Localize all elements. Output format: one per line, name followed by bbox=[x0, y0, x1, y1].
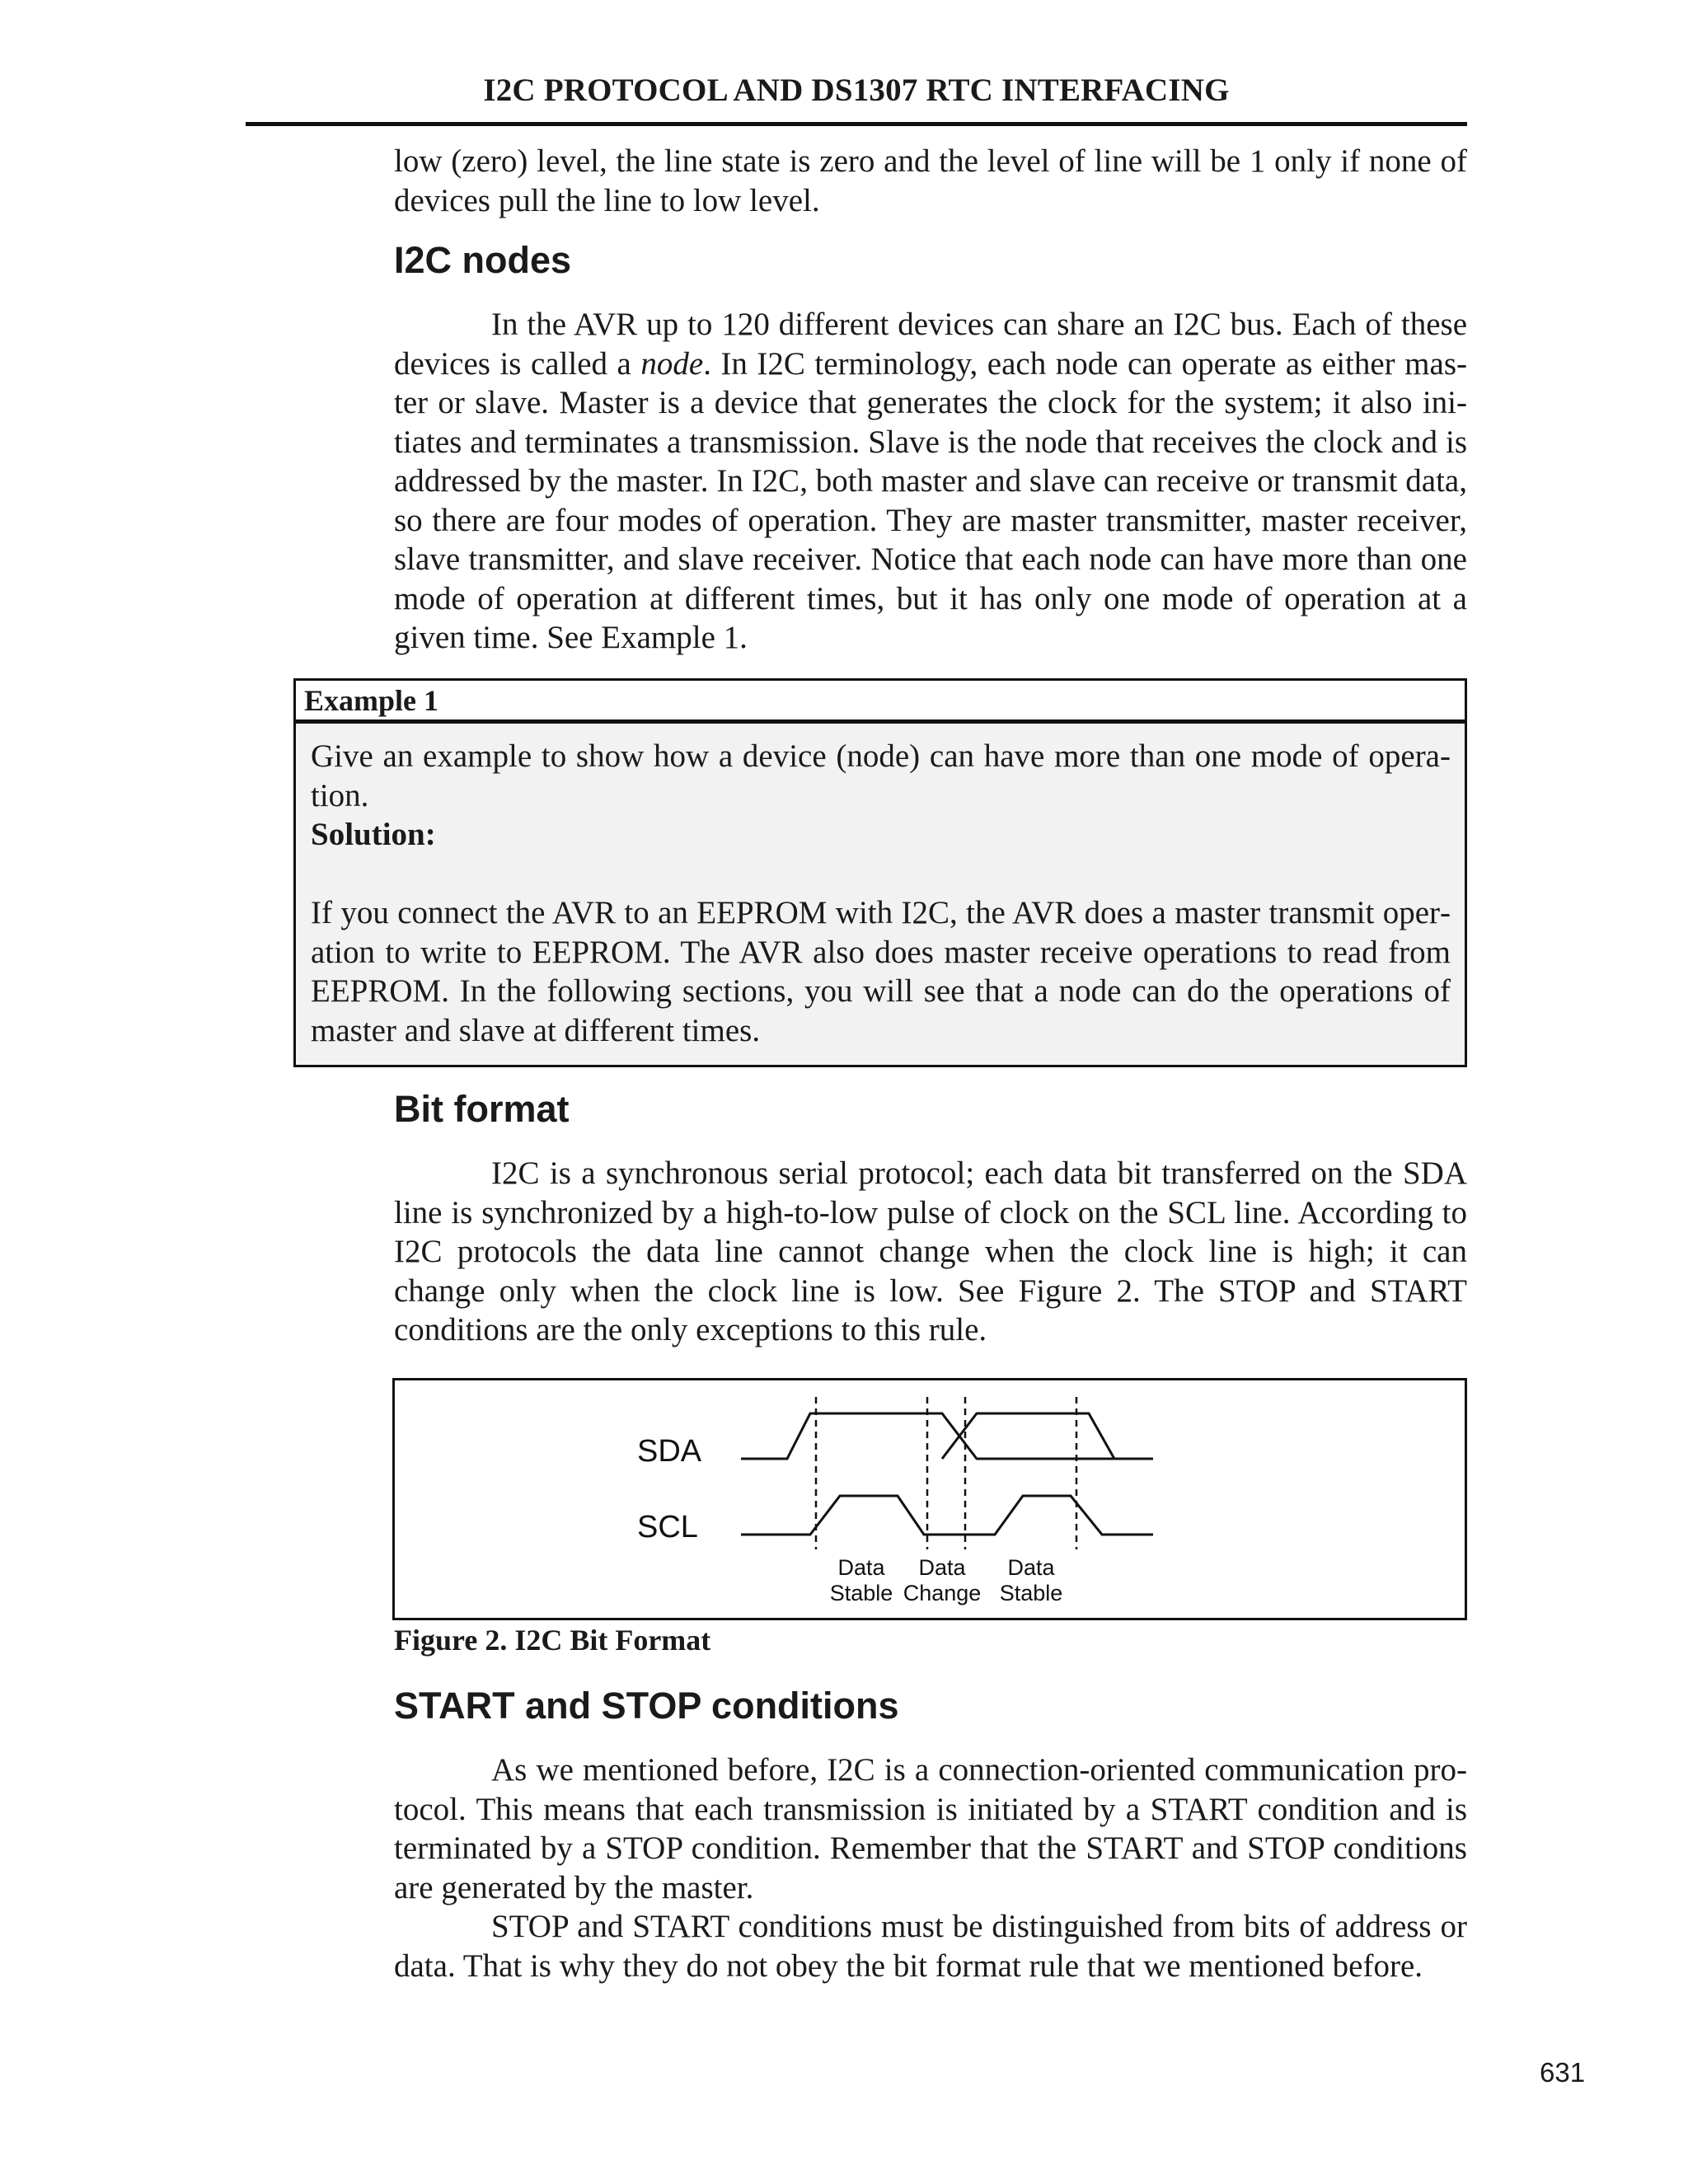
region-3-label-line1: Data bbox=[1007, 1555, 1055, 1580]
intro-paragraph: low (zero) level, the line state is zero and the level of line will be 1 only if none of devices pull the line to low level. bbox=[394, 143, 1467, 218]
page-number: 631 bbox=[1540, 2057, 1586, 2088]
region-1-label-line1: Data bbox=[837, 1555, 885, 1580]
start-stop-paragraph-1: As we mentioned before, I2C is a connection-oriented communication protocol. This means that each transmission is initiated by a START condition and is terminated by a STOP condition. Remember that the START and STOP conditions are generated by the master. bbox=[394, 1752, 1467, 1905]
region-1-label-line2: Stable bbox=[829, 1581, 893, 1605]
i2c-nodes-paragraph bbox=[394, 305, 1467, 658]
node-term: node bbox=[640, 345, 704, 382]
running-header: I2C PROTOCOL AND DS1307 RTC INTERFACING bbox=[483, 73, 1230, 108]
section-heading-start-stop: START and STOP conditions bbox=[394, 1685, 899, 1727]
example-box bbox=[293, 678, 1467, 1067]
example-solution-label: Solution: bbox=[311, 817, 436, 852]
region-2-label-line2: Change bbox=[903, 1581, 982, 1605]
header-rule bbox=[246, 122, 1467, 126]
figure-bit-format bbox=[392, 1378, 1467, 1620]
i2c-nodes-text-rest: . In I2C terminology, each node can operate as either master or slave. Master is a device that generates the clock for the system; it also initiates and terminates a transmission. Slave is the node that receives the clock and is addressed by the master. In I2C, both master and slave can receive or transmit data, so there are four modes of operation. They are master transmitter, master receiver, slave transmitter, and slave receiver. Notice that each node can have more than one mode of operation at different times, but it has only one mode of operation at a given time. See Example 1. bbox=[394, 345, 1467, 655]
example-question: Give an example to show how a device (node) can have more than one mode of operation. bbox=[311, 738, 1451, 813]
bit-format-paragraph: I2C is a synchronous serial protocol; each data bit transferred on the SDA line is synchronized by a high-to-low pulse of clock on the SCL line. According to I2C protocols the data line cannot change when the clock line is high; it can change only when the clock line is low. See Figure 2. The STOP and START conditions are the only exceptions to this rule. bbox=[394, 1155, 1467, 1347]
region-2-label-line1: Data bbox=[918, 1555, 966, 1580]
i2c-nodes-text-start: In the AVR up to 120 different devices can share an I2C bus. Each of these devices is called a bbox=[394, 307, 1467, 382]
example-title-bar bbox=[296, 681, 1465, 724]
example-answer: If you connect the AVR to an EEPROM with I2C, the AVR does a master transmit operation to write to EEPROM. The AVR also does master receive operations to read from EEPROM. In the following sections, you will see that a node can do the operations of master and slave at different times. bbox=[311, 895, 1451, 1048]
start-stop-paragraph-2: STOP and START conditions must be distinguished from bits of address or data. That is why they do not obey the bit format rule that we mentioned before. bbox=[394, 1909, 1467, 1984]
example-title: Example 1 bbox=[304, 684, 439, 717]
sda-label: SDA bbox=[637, 1434, 702, 1469]
section-heading-bit-format: Bit format bbox=[394, 1088, 570, 1130]
timing-diagram bbox=[395, 1380, 1465, 1618]
scl-label: SCL bbox=[637, 1510, 698, 1544]
figure-caption: Figure 2. I2C Bit Format bbox=[394, 1624, 711, 1657]
section-heading-i2c-nodes: I2C nodes bbox=[394, 239, 572, 281]
sda-line-high-path bbox=[942, 1413, 1114, 1459]
scl-line bbox=[741, 1496, 1153, 1535]
region-3-label-line2: Stable bbox=[999, 1581, 1063, 1605]
